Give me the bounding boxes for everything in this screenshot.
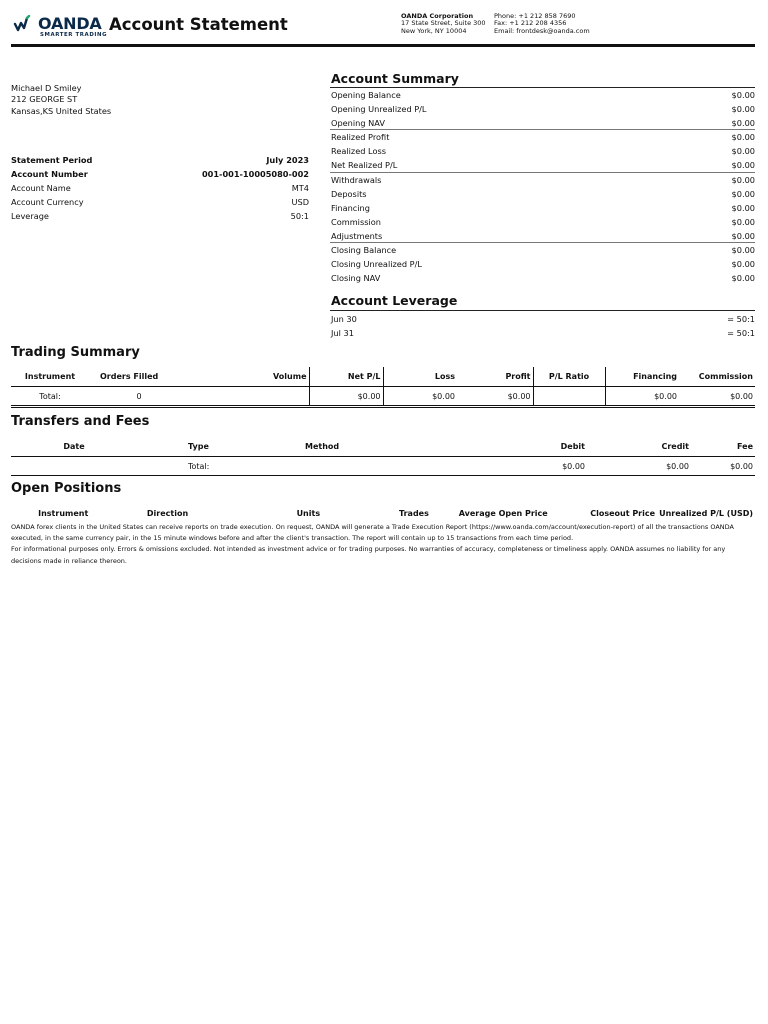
- summary-value: $0.00: [731, 188, 755, 199]
- open-positions-title: Open Positions: [11, 481, 122, 496]
- col-op-avg-open-price: Average Open Price: [458, 508, 548, 518]
- summary-label: Net Realized P/L: [331, 160, 398, 171]
- trading-summary-table: [11, 367, 755, 408]
- col-date: Date: [63, 442, 85, 451]
- leverage-label: Jun 30: [331, 314, 357, 324]
- statement-detail-row: [11, 153, 309, 167]
- client-city: Kansas,KS United States: [11, 105, 112, 116]
- summary-value: $0.00: [731, 273, 755, 284]
- summary-row: [330, 215, 755, 229]
- statement-detail-label: Statement Period: [11, 155, 93, 165]
- summary-value: $0.00: [731, 132, 755, 143]
- total-financing: $0.00: [605, 387, 679, 407]
- col-debit: Debit: [560, 442, 585, 451]
- summary-value: $0.00: [731, 230, 755, 241]
- summary-value: $0.00: [731, 259, 755, 270]
- col-type: Type: [188, 442, 209, 451]
- client-address: [11, 83, 111, 117]
- header-divider: [11, 44, 755, 47]
- summary-value: $0.00: [731, 160, 755, 171]
- total-commission: $0.00: [730, 391, 753, 401]
- summary-label: Realized Profit: [331, 132, 390, 143]
- transfers-total-label: Total:: [188, 461, 210, 471]
- corp-name: OANDA Corporation: [401, 12, 474, 20]
- total-profit: $0.00: [507, 391, 531, 401]
- summary-row: [330, 201, 755, 215]
- col-op-instrument: Instrument: [38, 508, 89, 518]
- logo-tagline: SMARTER TRADING: [40, 32, 108, 38]
- col-op-direction: Direction: [146, 508, 189, 518]
- account-leverage-list: [330, 312, 755, 340]
- col-loss: Loss: [383, 367, 457, 387]
- summary-value: $0.00: [731, 90, 755, 100]
- execution-report-note: OANDA forex clients in the United States can receive reports on trade execution. On request, OANDA will generate a Trade Execution Report (https://www.oanda.com/account/execution-report) of all the transactions OANDA executed, in the same currency pair, in the 15 minute windows before and after the client's transaction. The report will contain up to 15 transactions from each time period.: [11, 523, 734, 543]
- trading-summary-total-row: [11, 387, 755, 407]
- col-commission: Commission: [698, 372, 753, 381]
- transfers-total-credit: $0.00: [666, 461, 689, 471]
- summary-label: Closing Unrealized P/L: [331, 259, 422, 270]
- disclaimer-notes: [11, 522, 746, 567]
- statement-detail-label: Account Currency: [11, 197, 84, 207]
- col-profit: Profit: [505, 372, 531, 381]
- summary-label: Realized Loss: [331, 146, 387, 157]
- summary-row: [330, 229, 755, 243]
- leverage-value: = 50:1: [727, 314, 755, 324]
- leverage-row: [330, 326, 755, 340]
- summary-label: Withdrawals: [331, 174, 382, 185]
- col-net-pl: Net P/L: [309, 367, 383, 387]
- summary-row: [330, 88, 755, 102]
- corporate-contact: [494, 13, 590, 35]
- statement-details: [11, 153, 309, 223]
- summary-value: $0.00: [731, 104, 755, 115]
- col-op-unrealized-pl: Unrealized P/L (USD): [659, 508, 753, 518]
- statement-detail-value: USD: [291, 197, 309, 207]
- statement-detail-value: 50:1: [290, 211, 309, 221]
- col-volume: Volume: [273, 372, 307, 381]
- col-orders-filled: Orders Filled: [100, 372, 159, 381]
- total-orders-filled: 0: [136, 391, 142, 401]
- summary-label: Closing Balance: [331, 245, 397, 256]
- statement-detail-label: Account Name: [11, 183, 71, 193]
- summary-row: [330, 130, 755, 144]
- corp-address-line-2: New York, NY 10004: [401, 26, 467, 35]
- summary-row: [330, 144, 755, 158]
- corp-address-line-1: 17 State Street, Suite 300: [401, 19, 486, 28]
- total-net-pl: $0.00: [309, 387, 383, 407]
- col-op-closeout-price: Closeout Price: [590, 508, 656, 518]
- col-op-trades: Trades: [399, 508, 429, 518]
- statement-detail-label: Account Number: [11, 169, 88, 179]
- summary-value: $0.00: [731, 146, 755, 157]
- leverage-row: [330, 312, 755, 326]
- page-title: Account Statement: [109, 15, 288, 34]
- client-street: 212 GEORGE ST: [11, 94, 78, 105]
- corporate-address: [401, 13, 486, 35]
- logo-wordmark: OANDA: [38, 14, 102, 33]
- transfers-total-date: [11, 457, 137, 476]
- summary-label: Deposits: [331, 188, 367, 199]
- total-pl-ratio: [533, 387, 605, 407]
- col-credit: Credit: [661, 442, 689, 451]
- oanda-logo: [13, 13, 108, 40]
- summary-label: Financing: [331, 202, 370, 213]
- col-method: Method: [305, 442, 340, 451]
- account-summary-title: Account Summary: [331, 71, 459, 86]
- total-volume: [189, 387, 309, 407]
- total-loss: $0.00: [383, 387, 457, 407]
- leverage-label: Jul 31: [331, 328, 354, 338]
- corp-fax: Fax: +1 212 208 4356: [494, 19, 567, 28]
- leverage-value: = 50:1: [727, 328, 755, 338]
- statement-detail-label: Leverage: [11, 211, 49, 221]
- summary-value: $0.00: [731, 118, 755, 129]
- summary-label: Opening NAV: [331, 118, 385, 129]
- statement-detail-row: [11, 181, 309, 195]
- statement-detail-value: MT4: [291, 183, 309, 193]
- transfers-fees-table: [11, 437, 755, 476]
- oanda-logo-mark-icon: [13, 15, 37, 33]
- account-leverage-title: Account Leverage: [331, 293, 458, 308]
- col-instrument: Instrument: [24, 372, 76, 381]
- col-fee: Fee: [737, 442, 753, 451]
- informational-disclaimer: For informational purposes only. Errors & omissions excluded. Not intended as investment advice or for trading purposes. No warranties of accuracy, completeness or timeliness apply. OANDA assumes no liability for any decisions made in reliance thereon.: [11, 545, 726, 565]
- summary-label: Opening Unrealized P/L: [331, 104, 427, 115]
- corp-phone: Phone: +1 212 858 7690: [494, 12, 576, 20]
- client-name: Michael D Smiley: [11, 83, 82, 93]
- transfers-total-debit: $0.00: [562, 461, 585, 471]
- transfers-header-row: [11, 437, 755, 457]
- statement-detail-row: [11, 209, 309, 223]
- statement-detail-row: [11, 195, 309, 209]
- trading-summary-title: Trading Summary: [11, 345, 140, 360]
- summary-label: Closing NAV: [331, 273, 381, 284]
- summary-row: [330, 102, 755, 116]
- total-label: Total:: [39, 391, 61, 401]
- summary-row: [330, 158, 755, 172]
- summary-value: $0.00: [731, 216, 755, 227]
- summary-row: [330, 271, 755, 285]
- summary-value: $0.00: [731, 245, 755, 256]
- statement-detail-value: July 2023: [266, 155, 309, 165]
- account-summary-list: [330, 88, 755, 285]
- summary-row: [330, 187, 755, 201]
- col-pl-ratio: P/L Ratio: [533, 367, 605, 387]
- summary-row: [330, 116, 755, 130]
- summary-value: $0.00: [731, 174, 755, 185]
- summary-label: Adjustments: [331, 230, 383, 241]
- statement-detail-row: [11, 167, 309, 181]
- account-leverage-divider: [330, 310, 755, 311]
- transfers-total-row: [11, 457, 755, 476]
- summary-row: [330, 257, 755, 271]
- transfers-fees-title: Transfers and Fees: [11, 414, 150, 429]
- transfers-total-method: [255, 457, 481, 476]
- summary-label: Opening Balance: [331, 90, 401, 100]
- trading-summary-header-row: [11, 367, 755, 387]
- summary-row: [330, 173, 755, 187]
- summary-row: [330, 243, 755, 257]
- transfers-total-fee: $0.00: [730, 461, 753, 471]
- open-positions-header-row: [11, 504, 755, 522]
- corp-email: Email: frontdesk@oanda.com: [494, 26, 590, 35]
- open-positions-table: [11, 504, 755, 522]
- summary-label: Commission: [331, 216, 381, 227]
- statement-detail-value: 001-001-10005080-002: [201, 169, 309, 179]
- col-financing: Financing: [605, 367, 679, 387]
- summary-value: $0.00: [731, 202, 755, 213]
- col-op-units: Units: [296, 508, 321, 518]
